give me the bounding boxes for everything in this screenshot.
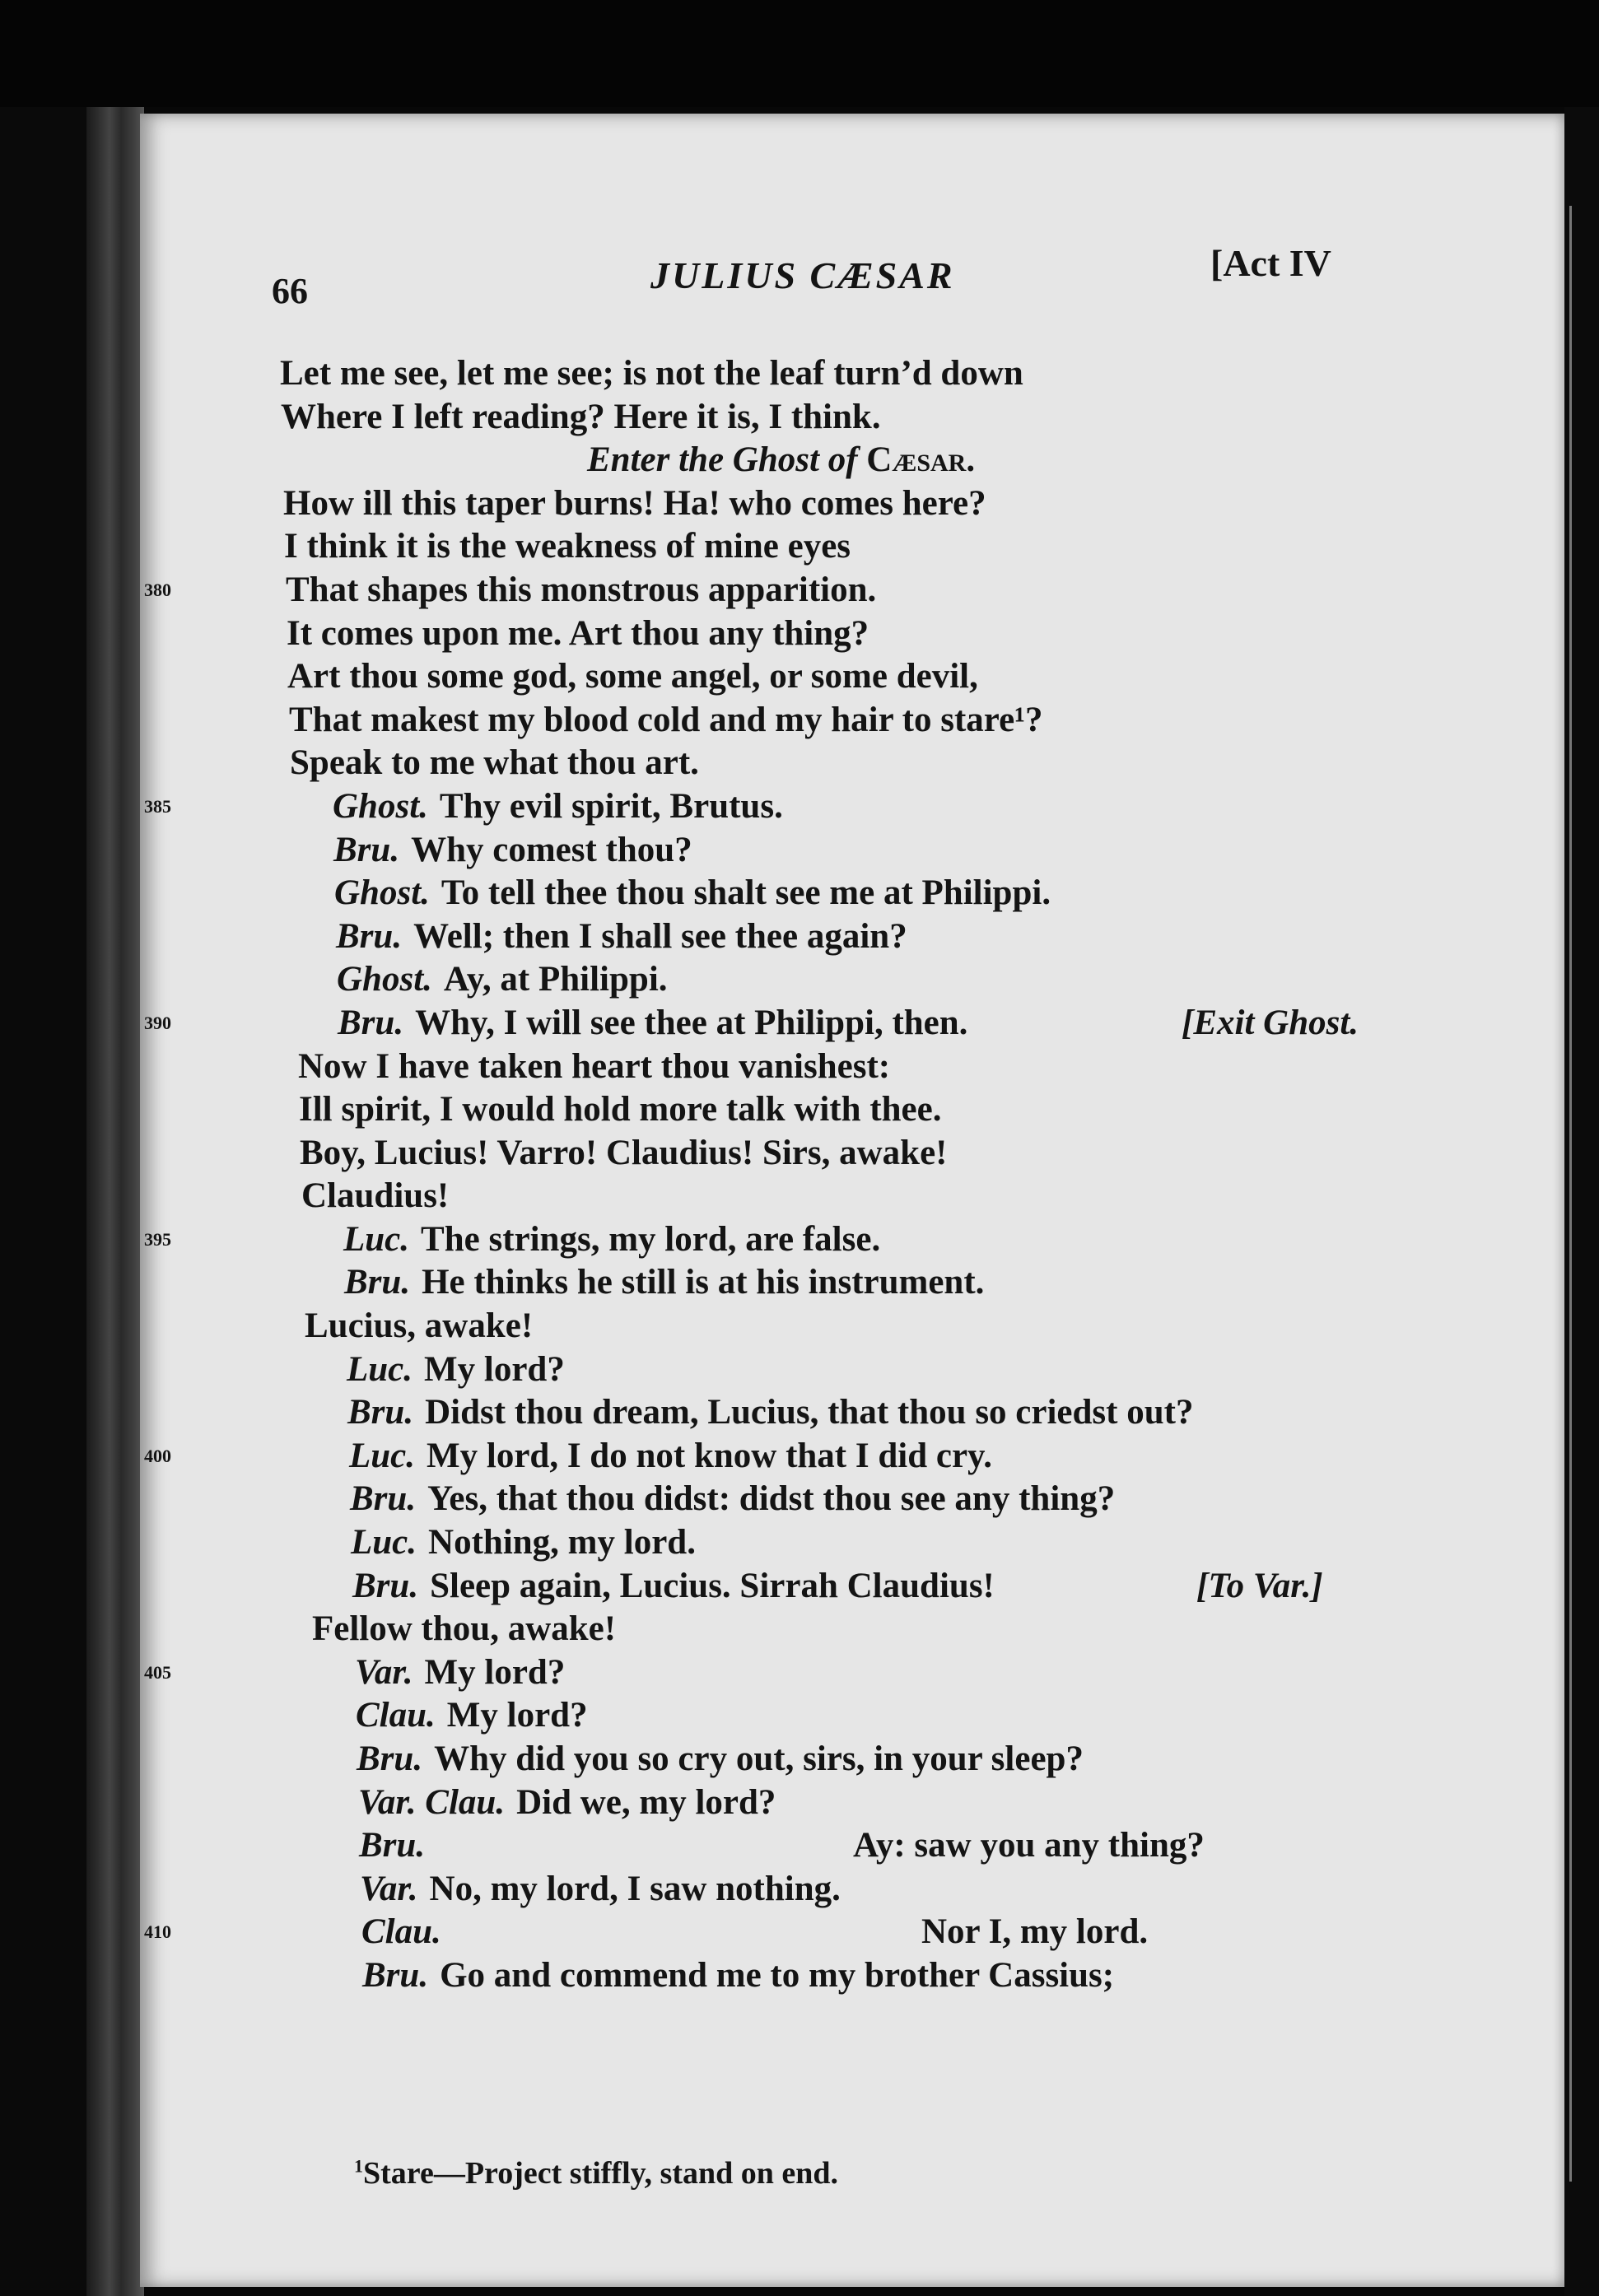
verse-line [140, 742, 1564, 785]
speaker-name: Luc. [347, 1349, 413, 1389]
speaker-name: Var. Clau. [358, 1782, 506, 1822]
split-line-text: Ay: saw you any thing? [853, 1826, 1205, 1865]
verse-line [140, 1694, 1564, 1738]
verse-line [140, 1608, 1564, 1651]
line-text: Nothing, my lord. [428, 1523, 696, 1562]
speaker-name: Ghost. [333, 786, 428, 826]
speaker-name: Luc. [351, 1523, 417, 1562]
line-number: 390 [144, 1012, 171, 1033]
verse-line [140, 482, 1564, 526]
verse-line [140, 1868, 1564, 1912]
verse-line [140, 915, 1564, 959]
speaker-name: Var. [360, 1869, 418, 1908]
line-text: My lord? [424, 1652, 566, 1692]
line-text: Ay, at Philippi. [443, 960, 668, 999]
speaker-name: Bru. [357, 1739, 423, 1778]
speaker-name: Bru. [338, 1003, 404, 1042]
line-number: 400 [144, 1445, 171, 1466]
line-number: 380 [144, 579, 171, 600]
verse-line [140, 439, 1564, 482]
speaker-name: Luc. [349, 1436, 416, 1475]
speaker-name: Luc. [343, 1219, 410, 1259]
line-text: That makest my blood cold and my hair to stare¹? [289, 700, 1043, 739]
line-text: Sleep again, Lucius. Sirrah Claudius! [430, 1566, 995, 1605]
verse-line [140, 569, 1564, 612]
line-text: Didst thou dream, Lucius, that thou so criedst out? [425, 1393, 1194, 1432]
verse-line [140, 1521, 1564, 1565]
verse-line [140, 872, 1564, 915]
speaker-name: Bru. [350, 1479, 417, 1519]
line-text: Let me see, let me see; is not the leaf turn’d down [280, 354, 1023, 393]
verse-line [140, 785, 1564, 829]
line-number: 395 [144, 1228, 171, 1250]
speaker-name: Clau. [356, 1696, 436, 1735]
line-text: Well; then I shall see thee again? [413, 916, 907, 956]
verse-line [140, 1651, 1564, 1695]
verse-line [140, 1348, 1564, 1392]
line-text: Fellow thou, awake! [312, 1609, 617, 1649]
footnote-definition: —Project stiffly, stand on end. [433, 2156, 839, 2191]
speaker-name: Ghost. [334, 873, 430, 913]
page-number: 66 [272, 271, 308, 311]
scan-right-border [1564, 107, 1599, 2296]
line-text: I think it is the weakness of mine eyes [284, 527, 851, 566]
line-text: Art thou some god, some angel, or some devil, [287, 657, 978, 696]
speaker-name: Bru. [352, 1566, 419, 1605]
verse-line [140, 1435, 1564, 1479]
line-text: It comes upon me. Art thou any thing? [287, 613, 869, 653]
verse-line [140, 525, 1564, 569]
scan-left-border [0, 107, 86, 2296]
scan-top-border [0, 0, 1599, 107]
line-text: He thinks he still is at his instrument. [422, 1263, 985, 1302]
line-text: Why comest thou? [411, 830, 692, 869]
verse-line [140, 1954, 1564, 1998]
line-text: My lord? [424, 1349, 565, 1389]
line-text: Claudius! [301, 1176, 450, 1216]
line-number: 410 [144, 1921, 171, 1943]
line-text: Did we, my lord? [516, 1782, 776, 1822]
verse-line [140, 352, 1564, 396]
speaker-name: Ghost. [337, 960, 432, 999]
line-text: Speak to me what thou art. [290, 743, 699, 783]
verse-line [140, 1046, 1564, 1089]
verse-line [140, 1305, 1564, 1348]
verse-line [140, 396, 1564, 440]
line-number: 385 [144, 795, 171, 817]
verse-text [140, 352, 1564, 1998]
line-text: Boy, Lucius! Varro! Claudius! Sirs, awake! [300, 1133, 948, 1172]
speaker-name: Bru. [344, 1263, 411, 1302]
line-text: That shapes this monstrous apparition. [286, 570, 877, 609]
book-spine [86, 107, 144, 2296]
line-text: The strings, my lord, are false. [421, 1219, 881, 1259]
stage-direction-right: [To Var.] [1196, 1566, 1323, 1605]
running-title: JULIUS CÆSAR [650, 254, 955, 296]
line-text: My lord? [446, 1696, 588, 1735]
verse-line [140, 612, 1564, 656]
verse-line [140, 1738, 1564, 1781]
speaker-name: Bru. [336, 916, 403, 956]
speaker-name: Clau. [361, 1912, 441, 1952]
verse-line [140, 1175, 1564, 1218]
verse-line [140, 1911, 1564, 1954]
line-text: My lord, I do not know that I did cry. [427, 1436, 992, 1475]
verse-line [140, 1088, 1564, 1132]
speaker-name: Bru. [347, 1393, 414, 1432]
speaker-name: Bru. [333, 830, 400, 869]
line-text: Thy evil spirit, Brutus. [439, 786, 783, 826]
act-label: [Act IV [1210, 242, 1331, 284]
verse-line [140, 1218, 1564, 1262]
line-text: How ill this taper burns! Ha! who comes here? [283, 483, 986, 523]
verse-line [140, 1781, 1564, 1825]
verse-line [140, 699, 1564, 743]
line-text: To tell thee thou shalt see me at Philippi. [441, 873, 1051, 913]
line-text: Why, I will see thee at Philippi, then. [415, 1003, 968, 1042]
footnote-marker: 1 [354, 2155, 363, 2177]
stage-direction: Enter the Ghost of [587, 440, 858, 480]
stage-direction-right: [Exit Ghost. [1182, 1003, 1359, 1042]
verse-line [140, 1391, 1564, 1435]
speaker-name: Bru. [359, 1826, 426, 1865]
verse-line [140, 958, 1564, 1002]
verse-line [140, 829, 1564, 873]
line-text: No, my lord, I saw nothing. [429, 1869, 841, 1908]
footnote [354, 2155, 838, 2191]
line-text: Lucius, awake! [305, 1306, 534, 1346]
line-text: Yes, that thou didst: didst thou see any thing? [427, 1479, 1116, 1519]
verse-line [140, 1478, 1564, 1521]
line-text: Why did you so cry out, sirs, in your sleep? [434, 1739, 1084, 1778]
verse-line [140, 1261, 1564, 1305]
line-text: Ill spirit, I would hold more talk with thee. [299, 1090, 942, 1129]
line-text: Go and commend me to my brother Cassius; [440, 1955, 1115, 1995]
speaker-name: Bru. [362, 1955, 429, 1995]
footnote-term: Stare [363, 2156, 434, 2191]
verse-line [140, 1824, 1564, 1868]
line-text: Where I left reading? Here it is, I think. [281, 397, 881, 436]
verse-line [140, 1565, 1564, 1609]
line-text: Now I have taken heart thou vanishest: [298, 1046, 891, 1086]
speaker-name: Var. [355, 1652, 413, 1692]
character-name: Cæsar. [866, 440, 976, 480]
book-page [140, 114, 1564, 2287]
line-number: 405 [144, 1661, 171, 1683]
verse-line [140, 1002, 1564, 1046]
split-line-text: Nor I, my lord. [921, 1912, 1149, 1952]
verse-line [140, 655, 1564, 699]
verse-line [140, 1132, 1564, 1176]
